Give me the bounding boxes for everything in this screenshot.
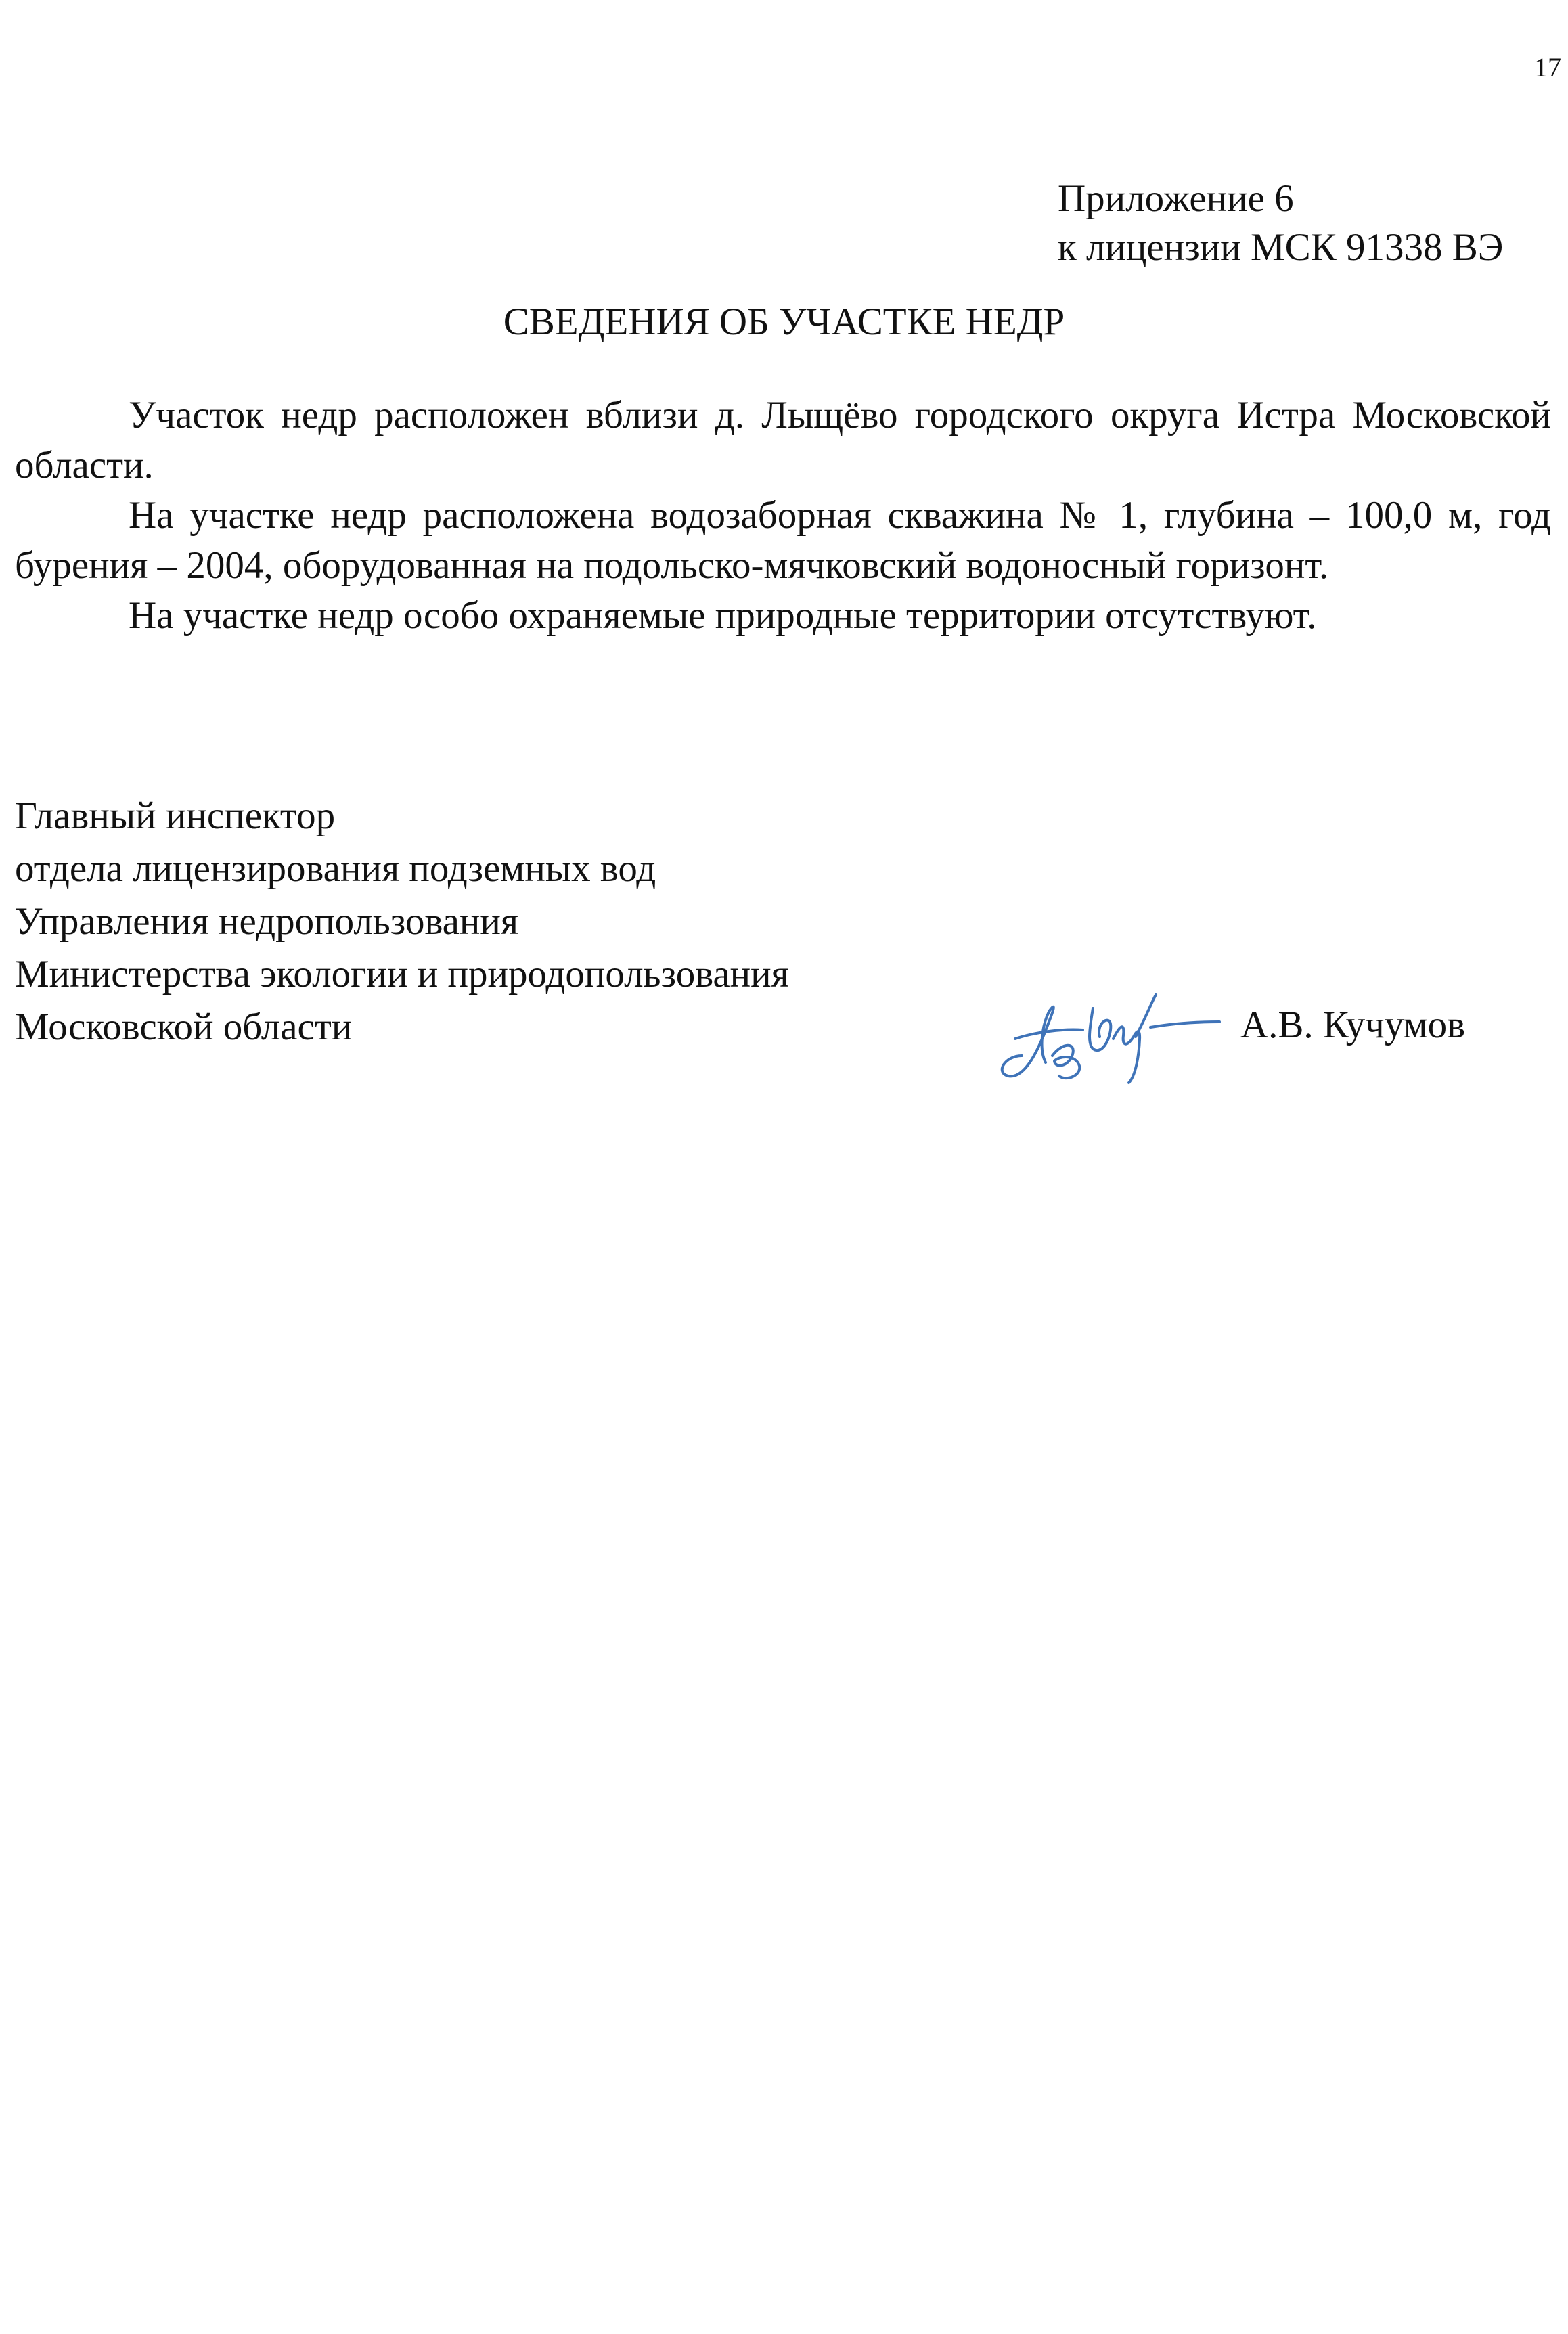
document-title: СВЕДЕНИЯ ОБ УЧАСТКЕ НЕДР (503, 300, 1065, 343)
document-body (15, 390, 1551, 641)
paragraph-protected-areas: На участке недр особо охраняемые природные территории отсутствуют. (129, 594, 1317, 637)
annex-line-1: Приложение 6 (1058, 177, 1294, 220)
handwritten-signature (975, 974, 1225, 1090)
annex-reference (1058, 175, 1503, 272)
paragraph-location: Участок недр расположен вблизи д. Лыщёво городского округа Истра Московской области. (15, 394, 1551, 487)
position-line: Министерства экологии и природопользования (15, 953, 789, 995)
annex-line-2: к лицензии МСК 91338 ВЭ (1058, 226, 1504, 269)
paragraph-well: На участке недр расположена водозаборная скважина № 1, глубина – 100,0 м, год бурения – 2004, оборудованная на подольско-мячковский водоносный горизонт. (15, 494, 1551, 587)
position-line: Главный инспектор (15, 794, 336, 837)
page-number: 17 (1534, 52, 1561, 83)
position-line: отдела лицензирования подземных вод (15, 847, 656, 890)
signatory-position (15, 790, 789, 1054)
position-line: Московской области (15, 1006, 353, 1048)
signer-name: А.В. Кучумов (1240, 1004, 1466, 1046)
position-line: Управления недропользования (15, 900, 519, 943)
